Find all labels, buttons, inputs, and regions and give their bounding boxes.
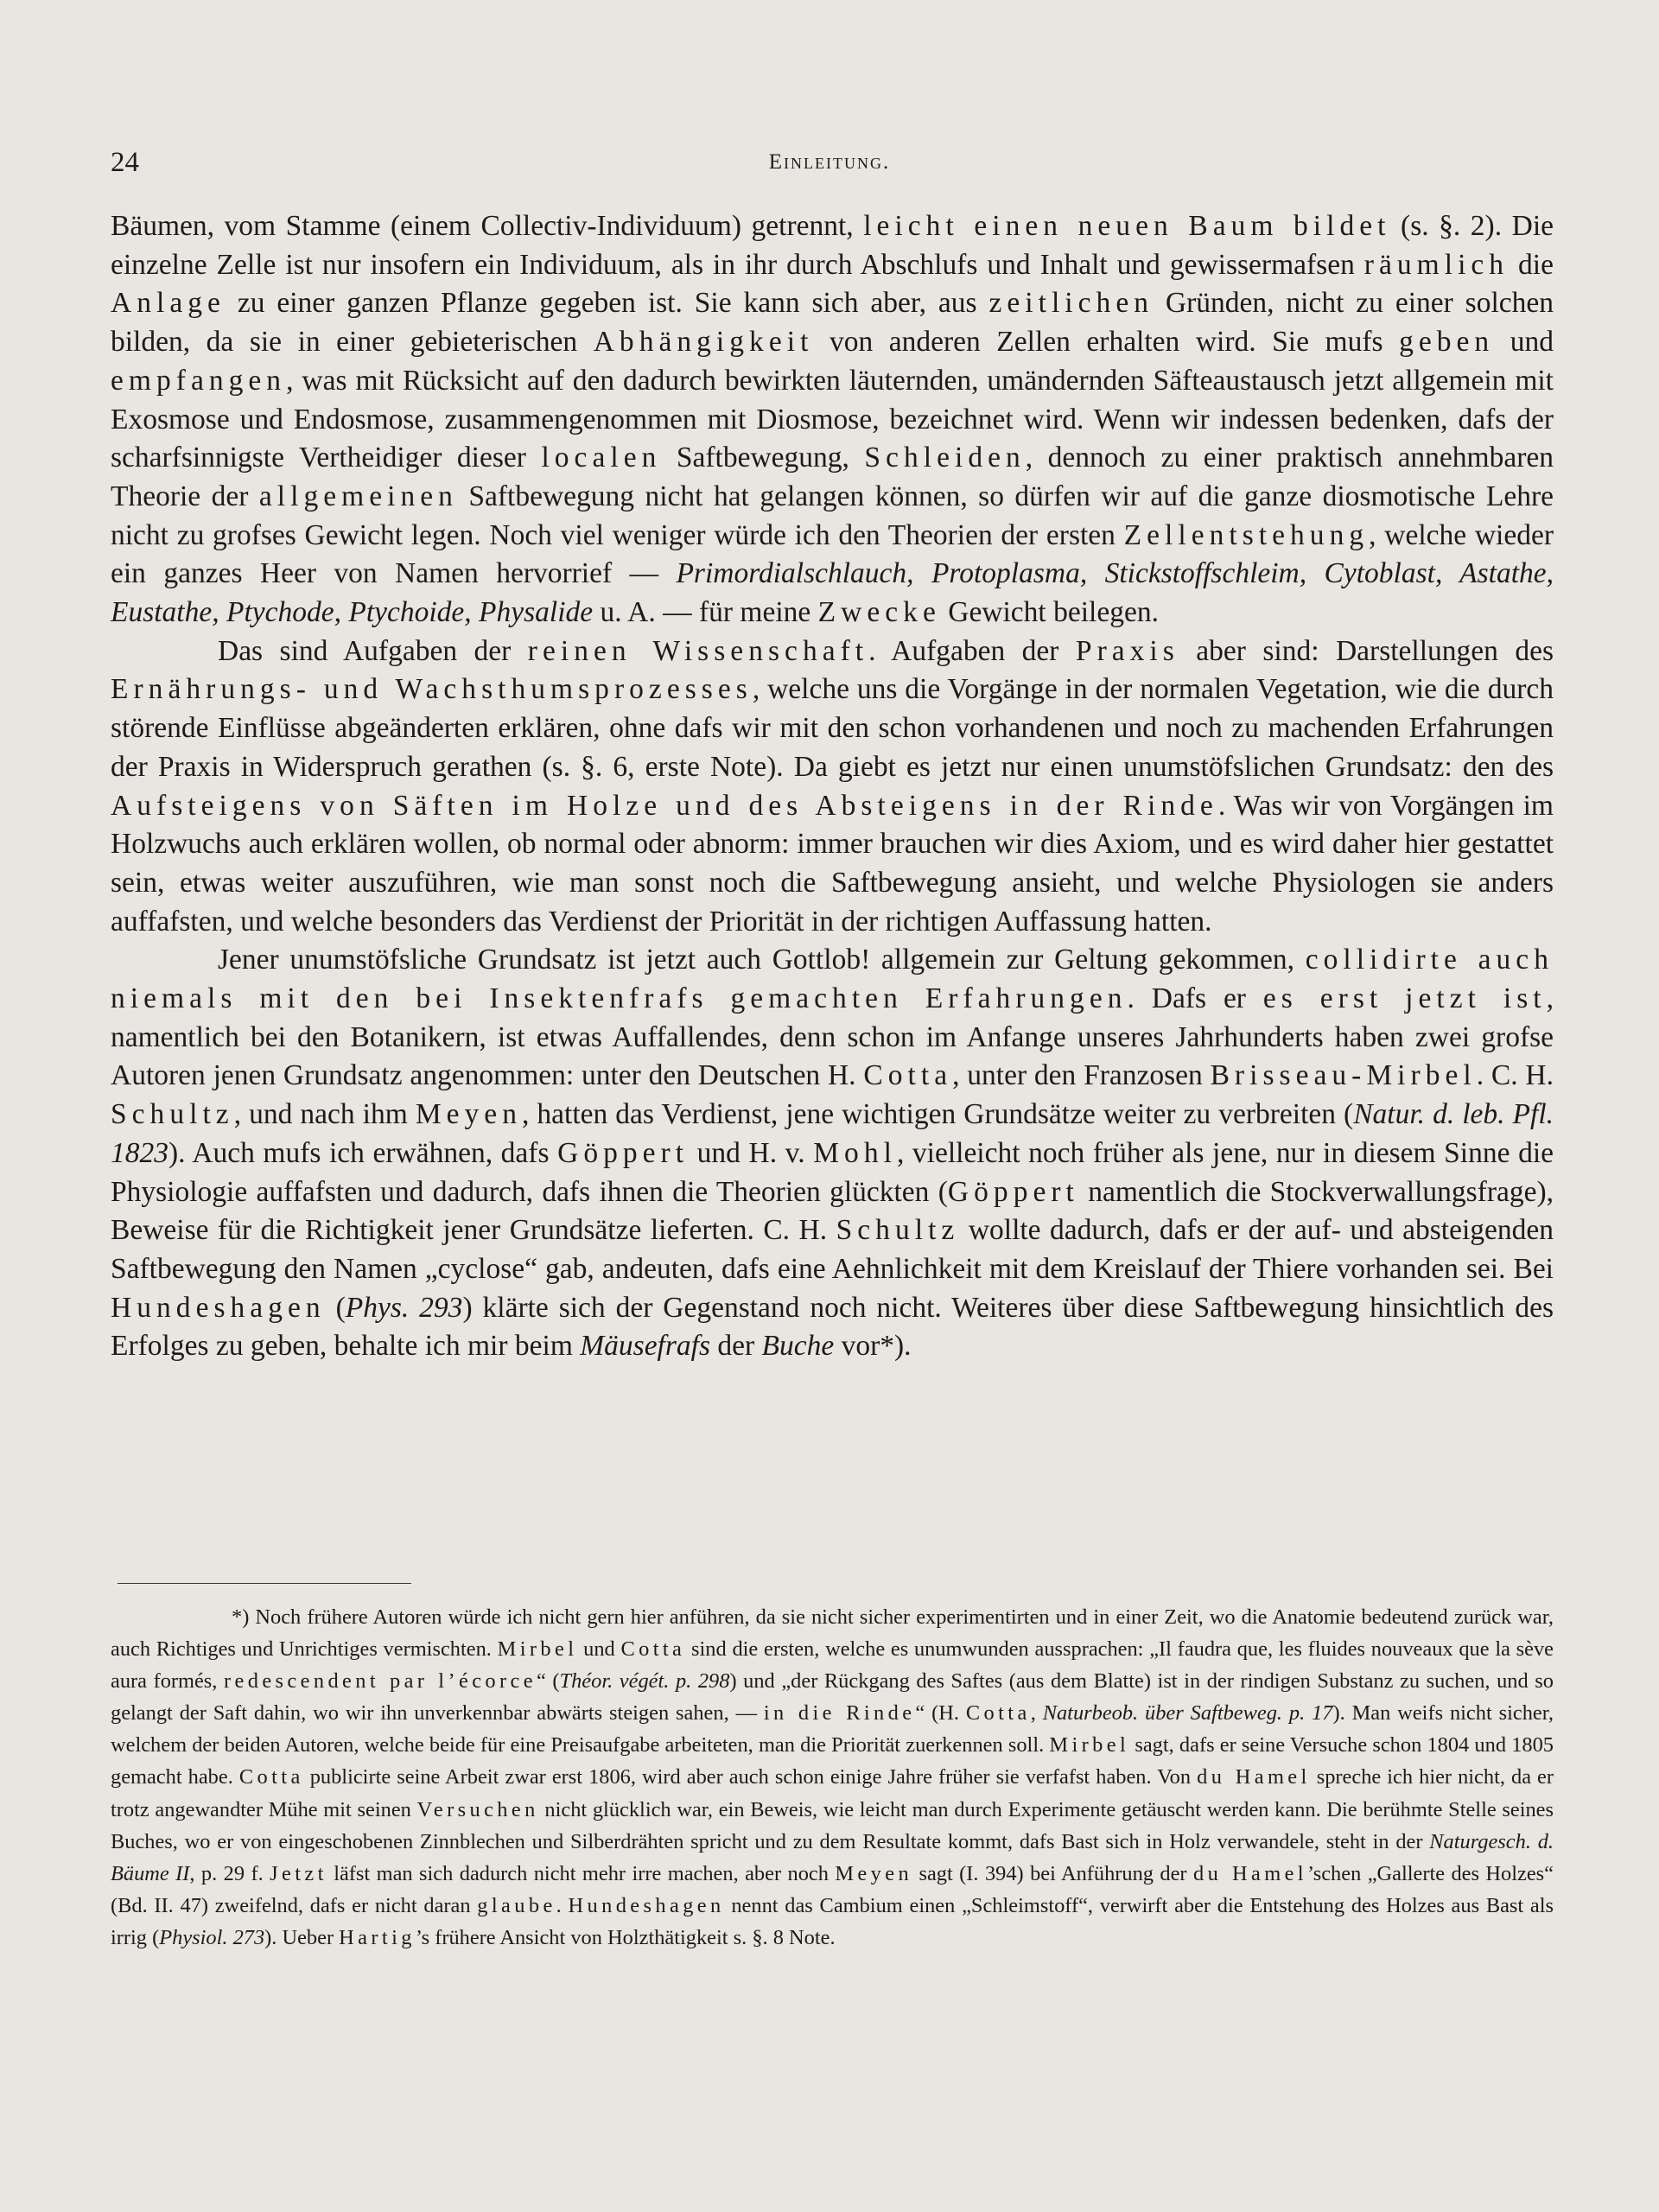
text-run: spreche ich hier nicht, da er trotz angewandter Mühe mit seinen: [111, 1765, 1554, 1821]
spaced-emphasis: Hartig: [339, 1925, 416, 1949]
spaced-emphasis: Abhängigkeit: [593, 326, 814, 359]
spaced-emphasis: geben: [1399, 326, 1495, 359]
text-run: Saftbewegung,: [661, 442, 865, 474]
spaced-emphasis: glaube: [477, 1893, 556, 1917]
footnote-divider: [118, 1583, 411, 1584]
footnote-text: [111, 1601, 1554, 1954]
running-head: Einleitung.: [768, 150, 891, 174]
text-run: ). Ueber: [264, 1925, 340, 1949]
page-number: 24: [111, 147, 139, 178]
spaced-emphasis: Jetzt: [270, 1861, 327, 1885]
spaced-emphasis: Aufsteigens von Säften im Holze und des Absteigens in der Rinde: [111, 789, 1218, 822]
italic-term: Naturgesch. d. Bäume II: [111, 1829, 1554, 1885]
text-run: . Dafs er: [1127, 982, 1263, 1015]
main-text: [111, 207, 1554, 1366]
text-run: sagt (I. 394) bei Anführung der: [912, 1861, 1193, 1885]
text-run: ’schen „Gallerte des Holzes“ (Bd. II. 47) zweifelnd, dafs er nicht daran: [111, 1861, 1554, 1917]
italic-term: Buche: [761, 1330, 835, 1363]
italic-term: Phys. 293: [345, 1291, 463, 1324]
paragraph: [111, 207, 1554, 632]
text-run: und: [1494, 326, 1554, 359]
text-run: ’s frühere Ansicht von Holzthätigkeit s. §. 8 Note.: [415, 1925, 836, 1949]
text-run: . Was wir von Vorgängen im Holzwuchs auch erklären wollen, ob normal oder abnorm: immer brauchen wir dies Axiom, und es wird daher hier gestattet sein, etwas weiter auszuführen, wie man sonst noch die Saftbewegung ansieht, und welche Physiologen sie anders auffafsten, und welche besonders das Verdienst der Priorität in der richtigen Auffassung hatten.: [111, 789, 1554, 938]
spaced-emphasis: redescendent par l’écorce: [224, 1669, 537, 1694]
text-run: ) und „der Rückgang des Saftes (aus dem Blatte) ist in der rindigen Substanz zu suchen, und so gelangt der Saft dahin, wo wir ihn unverkennbar abwärts steigen sahen, —: [111, 1669, 1554, 1726]
text-run: (s. §. 2). Die einzelne Zelle ist nur insofern ein Individuum, als in ihr durch Abschlufs und Inhalt und gewissermafsen: [111, 210, 1554, 281]
text-run: zu einer ganzen Pflanze gegeben ist. Sie kann sich aber, aus: [225, 287, 989, 320]
text-run: . Aufgaben der: [868, 634, 1076, 667]
text-run: die: [1509, 248, 1554, 281]
spaced-emphasis: Mirbel: [497, 1637, 578, 1662]
text-run: namentlich die Stockverwallungsfrage), Beweise für die Richtigkeit jener Grundsätze lieferten. C. H.: [111, 1175, 1554, 1247]
spaced-emphasis: Meyen: [415, 1098, 522, 1131]
text-run: von anderen Zellen erhalten wird. Sie mufs: [813, 326, 1400, 359]
italic-term: Primordialschlauch, Protoplasma, Stickstoffschleim, Cytoblast, Astathe, Eustathe, Ptychode, Ptychoide, Physalide: [111, 557, 1554, 629]
spaced-emphasis: Cotta: [620, 1637, 686, 1662]
text-run: Das sind Aufgaben der: [218, 634, 528, 667]
spaced-emphasis: localen: [541, 442, 662, 474]
text-run: *) Noch frühere Autoren würde ich nicht gern hier anführen, da sie nicht sicher experimentirten und in einer Zeit, wo die Anatomie bedeutend zurück war, auch Richtiges und Unrichtiges vermischten.: [111, 1605, 1554, 1662]
text-run: , hatten das Verdienst, jene wichtigen Grundsätze weiter zu verbreiten (: [522, 1098, 1354, 1131]
spaced-emphasis: du Hamel: [1197, 1765, 1311, 1789]
spaced-emphasis: collidirte auch niemals mit den bei Insektenfrafs gemachten Erfahrungen: [111, 944, 1554, 1015]
text-run: ,: [1030, 1701, 1043, 1726]
spaced-emphasis: Schultz: [111, 1098, 234, 1131]
text-run: Gewicht beilegen.: [940, 596, 1159, 629]
spaced-emphasis: Brisseau-Mirbel: [1210, 1059, 1477, 1092]
text-run: Jener unumstöfsliche Grundsatz ist jetzt auch Gottlob! allgemein zur Geltung gekommen,: [218, 944, 1306, 976]
text-run: vor*).: [834, 1330, 912, 1363]
italic-term: Physiol. 273: [159, 1925, 265, 1949]
spaced-emphasis: Praxis: [1075, 634, 1179, 667]
spaced-emphasis: Mirbel: [1049, 1733, 1130, 1758]
italic-term: Théor. végét. p. 298: [559, 1669, 730, 1694]
spaced-emphasis: Anlage: [111, 287, 226, 320]
spaced-emphasis: Versuchen: [416, 1797, 539, 1821]
text-run: aber sind: Darstellungen des: [1179, 634, 1554, 667]
italic-term: Naturbeob. über Saftbeweg. p. 17: [1042, 1701, 1333, 1726]
spaced-emphasis: empfangen: [111, 364, 287, 397]
text-run: Saftbewegung nicht hat gelangen können, so dürfen wir auf die ganze diosmotische Lehre nicht zu grofses Gewicht legen. Noch viel weniger würde ich den Theorien der ersten: [111, 480, 1554, 551]
text-run: und: [577, 1637, 621, 1662]
paragraph: [111, 941, 1554, 1366]
text-run: läfst man sich dadurch nicht mehr irre machen, aber noch: [327, 1861, 836, 1885]
spaced-emphasis: Schleiden: [864, 442, 1026, 474]
spaced-emphasis: leicht einen neuen Baum bildet: [863, 210, 1391, 242]
spaced-emphasis: Zwecke: [817, 596, 941, 629]
spaced-emphasis: in die Rinde: [763, 1701, 916, 1726]
text-run: nicht glücklich war, ein Beweis, wie leicht man durch Experimente getäuscht werden kann. Die berühmte Stelle seines Buches, wo er von eingeschobenen Zinnblechen und Silberdrähten spricht und zu dem Resultate kommt, dafs Bast sich in Holz verwandele, steht in der: [111, 1797, 1554, 1853]
text-run: Bäumen, vom Stamme (einem Collectiv-Individuum) getrennt,: [111, 210, 864, 242]
text-run: publicirte seine Arbeit zwar erst 1806, wird aber auch schon einige Jahre früher sie verfafst haben. Von: [303, 1765, 1198, 1789]
spaced-emphasis: Meyen: [835, 1861, 913, 1885]
text-run: ). Auch mufs ich erwähnen, dafs: [168, 1136, 558, 1169]
text-run: , vielleicht noch früher als jene, nur in diesem Sinne die Physiologie auffafsten und dadurch, dafs ihnen die Theorien glückten (: [111, 1136, 1554, 1208]
footnote: [111, 1601, 1554, 1954]
spaced-emphasis: Cotta: [863, 1059, 953, 1092]
text-run: sagt, dafs er seine Versuche schon 1804 und 1805 gemacht habe.: [111, 1733, 1554, 1789]
spaced-emphasis: Göppert: [947, 1175, 1079, 1208]
text-run: (: [325, 1291, 346, 1324]
text-run: ) klärte sich der Gegenstand noch nicht. Weiteres über diese Saftbewegung hinsichtlich des Erfolges zu geben, behalte ich mir beim: [111, 1291, 1554, 1363]
text-run: , dennoch zu einer praktisch annehmbaren Theorie der: [111, 442, 1554, 512]
text-run: “ (: [536, 1669, 560, 1694]
text-run: “ (H.: [915, 1701, 966, 1726]
text-run: ). Man weifs nicht sicher, welchem der beiden Autoren, welche beide für eine Preisaufgabe arbeiteten, man die Priorität zuerkennen soll.: [111, 1701, 1554, 1758]
page-header: [111, 147, 1548, 181]
text-run: und H. v.: [689, 1136, 814, 1169]
spaced-emphasis: Mohl: [813, 1136, 897, 1169]
spaced-emphasis: Schultz: [836, 1214, 960, 1247]
text-run: , welche wieder ein ganzes Heer von Namen hervorrief —: [111, 518, 1554, 590]
text-run: .: [556, 1893, 569, 1917]
spaced-emphasis: reinen Wissenschaft: [527, 634, 869, 667]
spaced-emphasis: Cotta: [965, 1701, 1031, 1726]
text-run: , namentlich bei den Botanikern, ist etwas Auffallendes, denn schon im Anfange unseres Jahrhunderts haben zwei grofse Autoren jenen Grundsatz angenommen: unter den Deutschen H.: [111, 982, 1554, 1092]
spaced-emphasis: es erst jetzt ist: [1262, 982, 1547, 1015]
spaced-emphasis: allgemeinen: [258, 480, 458, 512]
spaced-emphasis: Ernährungs- und Wachsthumsprozesses: [111, 673, 753, 706]
spaced-emphasis: Göppert: [557, 1136, 690, 1169]
spaced-emphasis: Zellentstehung: [1123, 518, 1370, 551]
text-run: . C. H.: [1476, 1059, 1554, 1092]
text-run: , welche uns die Vorgänge in der normalen Vegetation, wie die durch störende Einflüsse abgeänderten erklären, ohne dafs wir mit den schon vorhandenen und noch zu machenden Erfahrungen der Praxis in Widerspruch gerathen (s. §. 6, erste Note). Da giebt es jetzt nur einen unumstöfslichen Grundsatz: den des: [111, 673, 1554, 783]
spaced-emphasis: Hundeshagen: [111, 1291, 326, 1324]
text-run: , p. 29 f.: [189, 1861, 270, 1885]
italic-term: Mäusefrafs: [580, 1330, 710, 1363]
paragraph: [111, 632, 1554, 942]
spaced-emphasis: Hundeshagen: [568, 1893, 725, 1917]
spaced-emphasis: zeitlichen: [988, 287, 1154, 320]
text-run: , unter den Franzosen: [952, 1059, 1211, 1092]
spaced-emphasis: du Hamel: [1192, 1861, 1307, 1885]
text-run: , und nach ihm: [233, 1098, 416, 1131]
text-run: u. A. — für meine: [593, 596, 818, 629]
text-run: , was mit Rücksicht auf den dadurch bewirkten läuternden, umändernden Säfteaustausch jetzt allgemein mit Exosmose und Endosmose, zusammengenommen mit Diosmose, bezeichnet wird. Wenn wir indessen bedenken, dafs der scharfsinnigste Vertheidiger dieser: [111, 364, 1554, 474]
spaced-emphasis: räumlich: [1363, 248, 1510, 281]
text-run: wollte dadurch, dafs er der auf- und absteigenden Saftbewegung den Namen „cyclose“ gab, andeuten, dafs eine Aehnlichkeit mit dem Kreislauf der Thiere vorhanden sei. Bei: [111, 1214, 1554, 1285]
spaced-emphasis: Cotta: [238, 1765, 304, 1789]
text-run: sind die ersten, welche es unumwunden aussprachen: „Il faudra que, les fluides nouveaux que la sève aura formés,: [111, 1637, 1554, 1694]
text-run: nennt das Cambium einen „Schleimstoff“, verwirft aber die Entstehung des Holzes aus Bast als irrig (: [111, 1893, 1554, 1949]
text-run: Gründen, nicht zu einer solchen bilden, da sie in einer gebieterischen: [111, 287, 1554, 359]
italic-term: Natur. d. leb. Pfl. 1823: [111, 1098, 1554, 1169]
text-run: der: [710, 1330, 762, 1363]
